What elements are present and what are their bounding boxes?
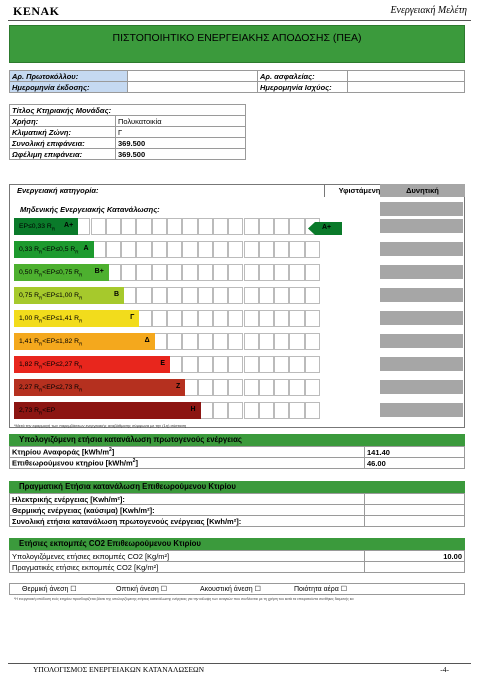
actual-co2-label: Πραγματικές ετήσιες εκπομπές CO2 [Kg/m²] <box>10 562 365 573</box>
thermal-comfort-check[interactable]: Θερμική άνεση ☐ <box>22 586 77 593</box>
energy-band-range: 1,82 $R_R<EP\le 2,27$ $R_R$ <box>19 361 83 370</box>
co2-heading: Ετήσιες εκπομπές CO2 Επιθεωρούμενου Κτιρίου <box>9 538 465 550</box>
calculated-co2-value: 10.00 <box>365 551 465 562</box>
band-grid-cell <box>244 310 259 327</box>
band-grid-cell <box>198 287 213 304</box>
useful-area-value: 369.500 <box>116 149 246 160</box>
potential-class-cell <box>380 334 463 348</box>
energy-band-bar <box>14 379 185 396</box>
band-grid-cell <box>198 218 213 235</box>
reference-building-label: Κτηρίου Αναφοράς $[kWh/m^2]$ <box>10 447 365 458</box>
band-grid-cell <box>182 310 197 327</box>
energy-category-label: Ενεργειακή κατηγορία: <box>17 186 99 195</box>
footer-title: ΥΠΟΛΟΓΙΣΜΟΣ ΕΝΕΡΓΕΙΑΚΩΝ ΚΑΤΑΝΑΛΩΣΕΩΝ <box>33 665 205 674</box>
band-grid-cell <box>213 218 228 235</box>
potential-class-cell <box>380 357 463 371</box>
band-grid-cell <box>136 241 151 258</box>
band-grid-cell <box>305 264 320 281</box>
band-grid-cell <box>259 379 274 396</box>
band-grid-cell <box>213 310 228 327</box>
energy-band-range: 0,50 $R_R<EP\le 0,75$ $R_R$ <box>19 269 83 278</box>
band-grid-cell <box>274 356 289 373</box>
protocol-number-label: Αρ. Πρωτοκόλλου: <box>10 71 128 82</box>
band-grid-cell <box>259 264 274 281</box>
protocol-number-value <box>128 71 258 82</box>
fine-print: *Η ενεργειακή απόδοση ενός κτηρίου προσδιορίζεται βάσει της υπολογιζόμενης ετήσιας κατανάλωσης ενέργειας για την κάλυψη των αναγκών που συνδέονται με τη χρήση του κατά τα επικρατούντα συνθήκες διαμονής κα <box>14 597 354 601</box>
energy-band-bar <box>14 310 139 327</box>
band-grid-cell <box>244 241 259 258</box>
unit-title-label: Τίτλος Κτηριακής Μονάδας: <box>10 105 246 116</box>
band-grid-cell <box>152 218 167 235</box>
protocol-table <box>9 70 465 93</box>
band-grid-cell <box>228 402 243 419</box>
band-grid-cell <box>136 287 151 304</box>
certificate-title: ΠΙΣΤΟΠΟΙΗΤΙΚΟ ΕΝΕΡΓΕΙΑΚΗΣ ΑΠΟΔΟΣΗΣ (ΠΕΑ) <box>9 25 465 63</box>
band-grid-cell <box>289 264 304 281</box>
band-grid-cell <box>152 287 167 304</box>
band-grid-cell <box>213 402 228 419</box>
energy-band-range: 2,27 $R_R<EP\le 2,73$ $R_R$ <box>19 384 83 393</box>
band-grid-cell <box>305 333 320 350</box>
band-grid-cell <box>274 310 289 327</box>
band-grid-cell <box>289 310 304 327</box>
band-grid-cell <box>198 264 213 281</box>
energy-category-header <box>9 184 465 197</box>
band-grid-cell <box>244 379 259 396</box>
band-grid-cell <box>167 218 182 235</box>
band-grid-cell <box>228 379 243 396</box>
band-grid-cell <box>305 356 320 373</box>
band-grid-cell <box>228 218 243 235</box>
climate-zone-value: Γ <box>116 127 246 138</box>
energy-band-letter: Δ <box>144 337 150 344</box>
thermal-energy-label: Θερμικής ενέργειας (καύσιμα) [Kwh/m²]: <box>10 505 365 516</box>
existing-column-label: Υφιστάμενη <box>324 184 394 197</box>
band-grid-cell <box>152 241 167 258</box>
potential-class-cell <box>380 311 463 325</box>
visual-comfort-check[interactable]: Οπτική άνεση ☐ <box>116 586 168 593</box>
footer-divider <box>8 663 471 664</box>
potential-class-cell <box>380 403 463 417</box>
band-grid-cell <box>289 241 304 258</box>
energy-band-bar <box>14 356 170 373</box>
band-grid-cell <box>305 402 320 419</box>
issue-date-value <box>128 82 258 93</box>
header-divider <box>8 20 471 21</box>
band-grid-cell <box>305 287 320 304</box>
band-grid-cell <box>213 379 228 396</box>
band-grid-cell <box>213 356 228 373</box>
band-grid-cell <box>274 264 289 281</box>
security-number-value <box>348 71 465 82</box>
band-grid-cell <box>244 333 259 350</box>
band-grid-cell <box>136 264 151 281</box>
band-grid-cell <box>289 218 304 235</box>
band-grid-cell <box>305 241 320 258</box>
band-grid-cell <box>228 241 243 258</box>
energy-band-bar <box>14 287 124 304</box>
band-grid-cell <box>244 287 259 304</box>
band-grid-cell <box>167 310 182 327</box>
band-grid-cell <box>274 287 289 304</box>
energy-band-letter: Η <box>190 406 196 413</box>
band-grid-cell <box>198 241 213 258</box>
band-grid-cell <box>198 310 213 327</box>
band-grid-cell <box>289 333 304 350</box>
band-grid-cell <box>182 264 197 281</box>
total-area-value: 369.500 <box>116 138 246 149</box>
useful-area-label: Ωφέλιμη επιφάνεια: <box>10 149 116 160</box>
co2-table <box>9 550 465 573</box>
calculated-co2-label: Υπολογιζόμενες ετήσιες εκπομπές CO2 [Kg/m²] <box>10 551 365 562</box>
energy-band-letter: Ε <box>160 360 165 367</box>
band-grid-cell <box>244 218 259 235</box>
band-grid-cell <box>259 287 274 304</box>
potential-class-cell <box>380 380 463 394</box>
energy-band-range: 1,00 $R_R<EP\le 1,41$ $R_R$ <box>19 315 83 324</box>
energy-band-range: 0,33 $R_R<EP\le 0,5$ $R_R$ <box>19 246 79 255</box>
potential-class-cell <box>380 202 463 216</box>
usage-label: Χρήση: <box>10 116 116 127</box>
zero-energy-label: Μηδενικής Ενεργειακής Κατανάλωσης: <box>20 205 160 214</box>
page-number: -4- <box>440 665 449 674</box>
band-grid-cell <box>198 379 213 396</box>
potential-class-cell <box>380 219 463 233</box>
inspected-building-label: Επιθεωρούμενου κτηρίου $[kWh/m^2]$ <box>10 458 365 469</box>
energy-band-range: 1,41 $R_R<EP\le 1,82$ $R_R$ <box>19 338 83 347</box>
band-grid-cell <box>244 264 259 281</box>
band-grid-cell <box>228 356 243 373</box>
band-grid-cell <box>228 287 243 304</box>
total-area-label: Συνολική επιφάνεια: <box>10 138 116 149</box>
band-grid-cell <box>167 287 182 304</box>
band-grid-cell <box>121 264 136 281</box>
band-grid-cell <box>182 218 197 235</box>
band-grid-cell <box>289 379 304 396</box>
energy-band-bar <box>14 333 155 350</box>
security-number-label: Αρ. ασφαλείας: <box>258 71 348 82</box>
band-grid-cell <box>152 310 167 327</box>
band-grid-cell <box>289 356 304 373</box>
actual-co2-value <box>365 562 465 573</box>
potential-column-label: Δυνητική <box>380 184 465 197</box>
energy-band-bar <box>14 241 94 258</box>
issue-date-label: Ημερομηνία έκδοσης: <box>10 82 128 93</box>
validity-date-label: Ημερομηνία Ισχύος: <box>258 82 348 93</box>
band-grid-cell <box>198 356 213 373</box>
band-grid-cell <box>152 264 167 281</box>
band-grid-cell <box>213 264 228 281</box>
energy-band-bar <box>14 402 201 419</box>
band-grid-cell <box>244 402 259 419</box>
usage-value: Πολυκατοικία <box>116 116 246 127</box>
inspected-building-value: 46.00 <box>365 458 465 469</box>
band-grid-cell <box>259 402 274 419</box>
energy-band-letter: Ζ <box>176 383 181 390</box>
band-grid-cell <box>91 218 106 235</box>
energy-band-bar <box>14 264 109 281</box>
band-grid-cell <box>106 241 121 258</box>
existing-class-value: A+ <box>322 224 332 231</box>
band-grid-cell <box>259 218 274 235</box>
energy-band-letter: B <box>114 291 120 298</box>
band-grid-cell <box>289 402 304 419</box>
energy-band-letter: B+ <box>94 268 104 275</box>
climate-zone-label: Κλιματική Ζώνη: <box>10 127 116 138</box>
band-grid-cell <box>182 356 197 373</box>
band-grid-cell <box>244 356 259 373</box>
building-info-table <box>9 104 465 160</box>
potential-class-cell <box>380 242 463 256</box>
existing-class-arrow <box>308 222 342 235</box>
band-grid-cell <box>289 287 304 304</box>
header-subtitle: Ενεργειακή Μελέτη <box>390 5 467 16</box>
band-grid-cell <box>213 333 228 350</box>
total-primary-label: Συνολική ετήσια κατανάλωση πρωτογενούς ενέργειας [Kwh/m²]: <box>10 516 365 527</box>
energy-band-range: 0,75 $R_R<EP\le 1,00$ $R_R$ <box>19 292 83 301</box>
band-grid-cell <box>259 310 274 327</box>
band-grid-cell <box>228 310 243 327</box>
band-grid-cell <box>274 379 289 396</box>
band-grid-cell <box>167 333 182 350</box>
band-grid-cell <box>228 264 243 281</box>
band-grid-cell <box>167 264 182 281</box>
category-footnote: *Μετά την εφαρμογή των παρεμβάσεων ενεργειακής αναβάθμισης σύμφωνα με την (1η) σύσταση <box>14 423 187 428</box>
band-grid-cell <box>305 310 320 327</box>
band-grid-cell <box>121 241 136 258</box>
band-grid-cell <box>259 333 274 350</box>
energy-band-range: EP≤0,33 $R_R$ <box>19 223 56 232</box>
actual-consumption-heading: Πραγματική Ετήσια κατανάλωση Επιθεωρούμενου Κτιρίου <box>9 481 465 493</box>
potential-class-cell <box>380 265 463 279</box>
air-quality-check[interactable]: Ποιότητα αέρα ☐ <box>294 586 348 593</box>
electric-energy-value <box>365 494 465 505</box>
actual-consumption-table <box>9 493 465 527</box>
acoustic-comfort-check[interactable]: Ακουστική άνεση ☐ <box>200 586 261 593</box>
band-grid-cell <box>106 218 121 235</box>
band-grid-cell <box>182 333 197 350</box>
info-spacer <box>246 105 466 160</box>
band-grid-cell <box>136 218 151 235</box>
band-grid-cell <box>305 379 320 396</box>
total-primary-value <box>365 516 465 527</box>
validity-date-value <box>348 82 465 93</box>
energy-band-bar <box>14 218 78 235</box>
band-grid-cell <box>182 287 197 304</box>
energy-band-letter: A <box>83 245 89 252</box>
band-grid-cell <box>213 287 228 304</box>
band-grid-cell <box>121 218 136 235</box>
primary-energy-heading: Υπολογιζόμενη ετήσια κατανάλωση πρωτογενούς ενέργειας <box>9 434 465 446</box>
band-grid-cell <box>228 333 243 350</box>
band-grid-cell <box>182 241 197 258</box>
thermal-energy-value <box>365 505 465 516</box>
band-grid-cell <box>259 356 274 373</box>
band-grid-cell <box>213 241 228 258</box>
energy-band-range: 2,73 $R_R<EP$ <box>19 407 56 416</box>
band-grid-cell <box>259 241 274 258</box>
primary-energy-table <box>9 446 465 469</box>
band-grid-cell <box>198 333 213 350</box>
potential-class-cell <box>380 288 463 302</box>
band-grid-cell <box>274 402 289 419</box>
energy-band-letter: A+ <box>64 222 74 229</box>
header-brand: KENAK <box>13 4 60 18</box>
energy-band-letter: Γ <box>130 314 135 321</box>
band-grid-cell <box>274 218 289 235</box>
comfort-checks <box>9 583 465 595</box>
band-grid-cell <box>274 333 289 350</box>
band-grid-cell <box>167 241 182 258</box>
band-grid-cell <box>274 241 289 258</box>
reference-building-value: 141.40 <box>365 447 465 458</box>
electric-energy-label: Ηλεκτρικής ενέργειας [Kwh/m²]: <box>10 494 365 505</box>
